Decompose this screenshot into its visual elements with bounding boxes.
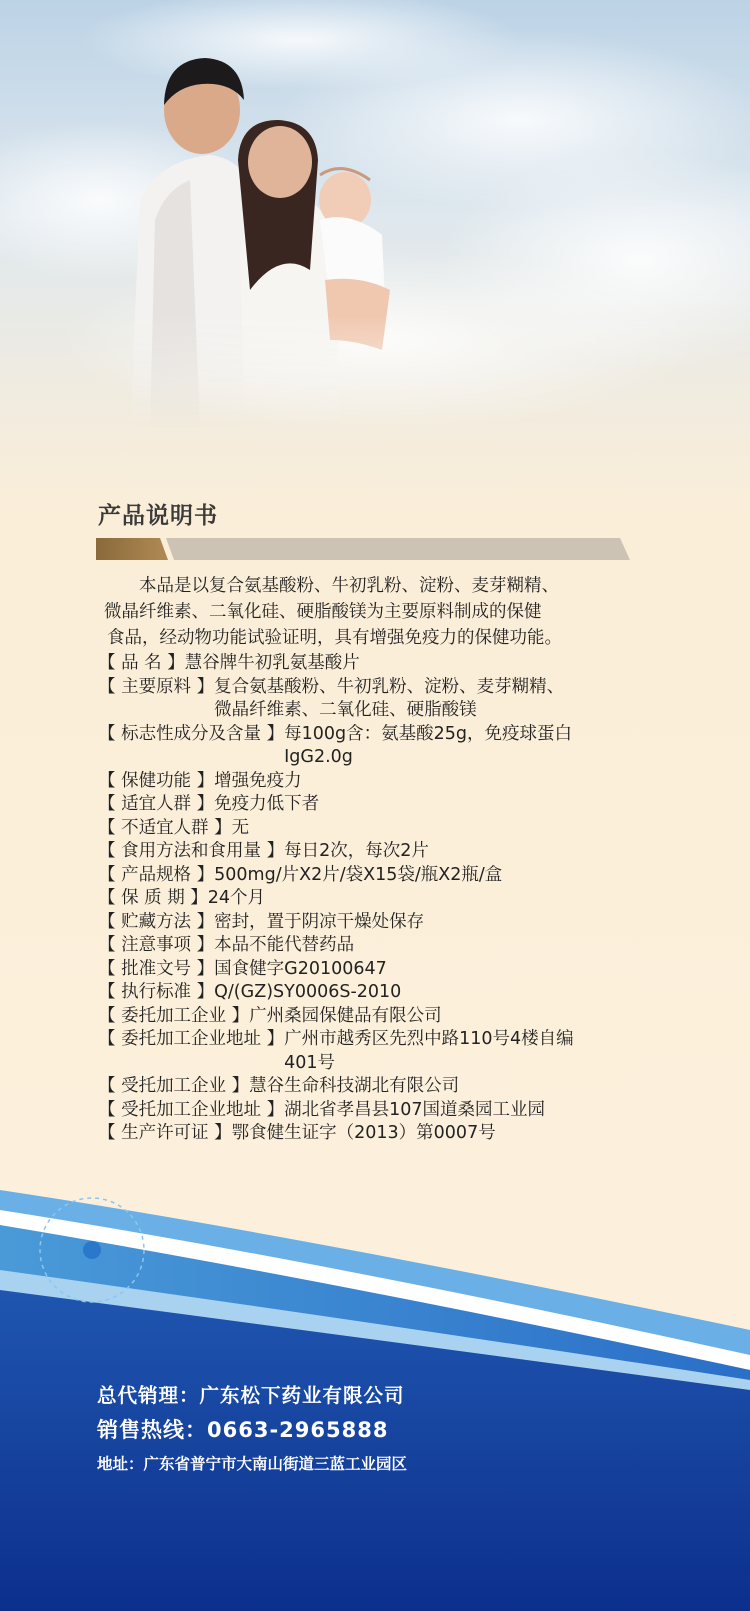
intro-line: 微晶纤维素、二氧化硅、硬脂酸镁为主要原料制成的保健 bbox=[104, 602, 542, 622]
spec-row bbox=[98, 793, 658, 817]
spec-value: 国食健字G20100647 bbox=[214, 958, 387, 979]
spec-row bbox=[98, 652, 658, 676]
spec-row bbox=[98, 817, 658, 841]
spec-key: 【 注意事项 】 bbox=[98, 935, 215, 955]
product-intro bbox=[104, 573, 644, 651]
spec-row bbox=[98, 864, 658, 888]
title-underline-bar bbox=[96, 538, 630, 560]
spec-key: 【 保 质 期 】 bbox=[98, 888, 208, 908]
spec-row bbox=[98, 887, 658, 911]
spec-key: 【 批准文号 】 bbox=[98, 958, 215, 979]
spec-key: 【 执行标准 】 bbox=[98, 982, 215, 1002]
spec-key: 【 受托加工企业地址 】 bbox=[98, 1099, 285, 1120]
spec-key: 【 食用方法和食用量 】 bbox=[98, 841, 285, 861]
intro-line: 本品是以复合氨基酸粉、牛初乳粉、淀粉、麦芽糊精、 bbox=[139, 576, 559, 596]
page-title: 产品说明书 bbox=[98, 503, 218, 529]
spec-value: 复合氨基酸粉、牛初乳粉、淀粉、麦芽糊精、 微晶纤维素、二氧化硅、硬脂酸镁 bbox=[214, 676, 565, 720]
spec-row bbox=[98, 911, 658, 935]
spec-row bbox=[98, 676, 658, 723]
spec-key: 【 生产许可证 】 bbox=[98, 1123, 232, 1143]
spec-value: 每100g含：氨基酸25g，免疫球蛋白 IgG2.0g bbox=[284, 723, 573, 767]
spec-key: 【 标志性成分及含量 】 bbox=[98, 723, 285, 744]
spec-value: 500mg/片X2片/袋X15袋/瓶X2瓶/盒 bbox=[214, 864, 503, 885]
spec-row bbox=[98, 981, 658, 1005]
spec-value: 本品不能代替药品 bbox=[214, 935, 355, 955]
spec-value: 增强免疫力 bbox=[214, 770, 302, 791]
intro-line: 食品，经动物功能试验证明，具有增强免疫力的保健功能。 bbox=[107, 628, 562, 648]
spec-key: 【 保健功能 】 bbox=[98, 770, 215, 791]
spec-value: 慧谷牌牛初乳氨基酸片 bbox=[184, 653, 360, 673]
spec-key: 【 适宜人群 】 bbox=[98, 794, 215, 814]
spec-key: 【 委托加工企业地址 】 bbox=[98, 1029, 285, 1049]
spec-value: 鄂食健生证字（2013）第0007号 bbox=[231, 1123, 496, 1143]
spec-value: 湖北省孝昌县107国道桑园工业园 bbox=[284, 1099, 546, 1120]
spec-key: 【 品 名 】 bbox=[98, 653, 185, 673]
spec-row bbox=[98, 1099, 658, 1123]
general-agent: 总代销理：广东松下药业有限公司 bbox=[97, 1384, 405, 1407]
spec-value: 免疫力低下者 bbox=[214, 794, 320, 814]
spec-row bbox=[98, 1028, 658, 1075]
spec-value: 密封，置于阴凉干燥处保存 bbox=[214, 911, 425, 932]
spec-list bbox=[98, 652, 658, 1146]
spec-row bbox=[98, 1005, 658, 1029]
spec-row bbox=[98, 723, 658, 770]
spec-value: Q/(GZ)SY0006S-2010 bbox=[214, 982, 402, 1002]
spec-value: 广州市越秀区先烈中路110号4楼自编 401号 bbox=[284, 1029, 574, 1073]
family-photo bbox=[120, 50, 420, 430]
spec-row bbox=[98, 958, 658, 982]
spec-value: 无 bbox=[231, 817, 250, 838]
spec-key: 【 受托加工企业 】 bbox=[98, 1076, 250, 1096]
spec-key: 【 委托加工企业 】 bbox=[98, 1005, 250, 1026]
company-address: 地址：广东省普宁市大南山街道三蓝工业园区 bbox=[97, 1455, 408, 1473]
spec-key: 【 产品规格 】 bbox=[98, 864, 215, 885]
spec-key: 【 主要原料 】 bbox=[98, 676, 215, 697]
spec-row bbox=[98, 1122, 658, 1146]
spec-value: 广州桑园保健品有限公司 bbox=[249, 1005, 442, 1026]
spec-row bbox=[98, 770, 658, 794]
spec-value: 每日2次，每次2片 bbox=[284, 841, 429, 861]
spec-value: 慧谷生命科技湖北有限公司 bbox=[249, 1076, 460, 1096]
spec-row bbox=[98, 934, 658, 958]
spec-row bbox=[98, 1075, 658, 1099]
sales-hotline: 销售热线：0663-2965888 bbox=[97, 1418, 389, 1442]
spec-key: 【 不适宜人群 】 bbox=[98, 817, 232, 838]
spec-key: 【 贮藏方法 】 bbox=[98, 911, 215, 932]
spec-value: 24个月 bbox=[207, 888, 266, 908]
spec-row bbox=[98, 840, 658, 864]
